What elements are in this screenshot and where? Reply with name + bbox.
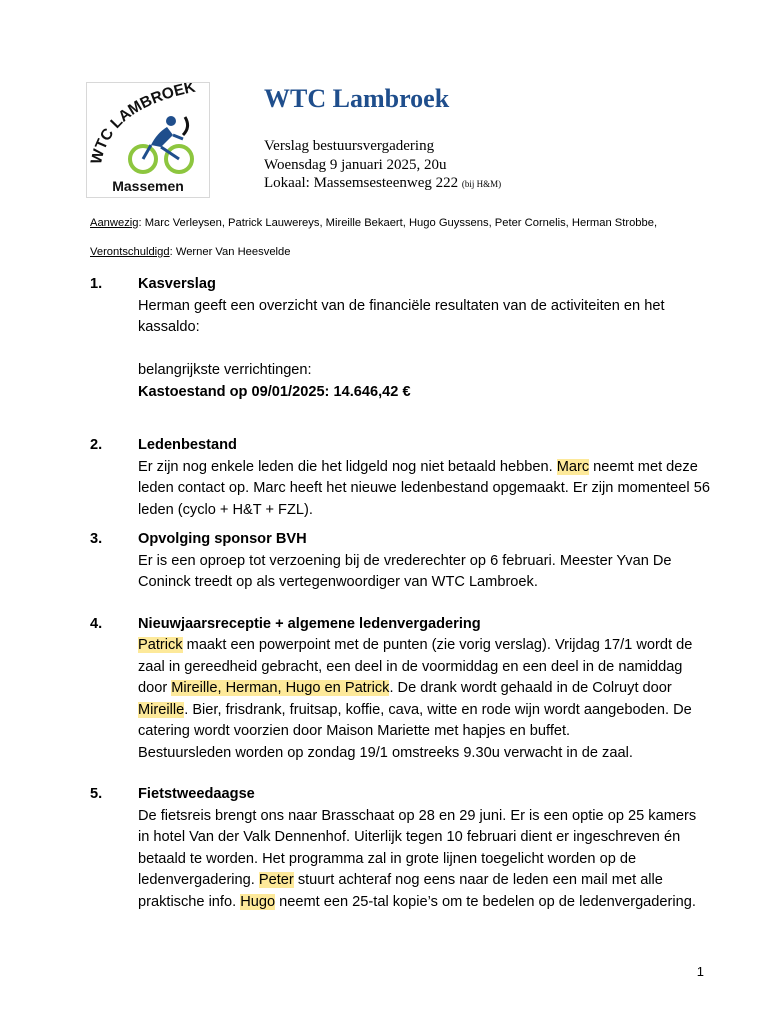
document-title: WTC Lambroek bbox=[264, 84, 450, 113]
logo-bottom-text: Massemen bbox=[112, 178, 184, 194]
section-number: 5. bbox=[90, 786, 103, 802]
meeting-date: Woensdag 9 januari 2025, 20u bbox=[264, 156, 447, 173]
section-fietstweedaagse bbox=[90, 784, 710, 913]
section-ledenbestand bbox=[90, 435, 710, 521]
cyclist-logo-graphic bbox=[87, 83, 209, 197]
meeting-info bbox=[264, 137, 501, 194]
svg-text:WTC LAMBROEK bbox=[88, 83, 198, 166]
highlight-name: Mireille, Herman, Hugo en Patrick bbox=[171, 680, 390, 696]
section-nieuwjaarsreceptie bbox=[90, 614, 710, 765]
highlight-name: Marc bbox=[556, 458, 590, 475]
excused-names: : Werner Van Heesvelde bbox=[169, 246, 291, 258]
present-label: Aanwezig bbox=[90, 217, 139, 229]
highlight-name: Hugo bbox=[240, 893, 276, 910]
agenda-sections bbox=[90, 274, 710, 913]
present-list bbox=[90, 217, 657, 229]
highlight-name: Peter bbox=[258, 872, 294, 888]
section-heading: Opvolging sponsor BVH bbox=[138, 531, 307, 547]
section-sponsor bbox=[90, 529, 710, 594]
section-text: belangrijkste verrichtingen: bbox=[138, 362, 312, 378]
section-number: 2. bbox=[90, 437, 103, 453]
section-heading: Nieuwjaarsreceptie + algemene ledenvergadering bbox=[138, 615, 481, 632]
section-text: Herman geeft een overzicht van de financiële resultaten van de activiteiten en het kassaldo: bbox=[138, 297, 665, 335]
section-number: 1. bbox=[90, 276, 103, 292]
section-heading: Fietstweedaagse bbox=[138, 786, 255, 802]
cash-balance: Kastoestand op 09/01/2025: 14.646,42 € bbox=[138, 383, 411, 400]
meeting-location: Lokaal: Massemsesteenweg 222 (bij H&M) bbox=[264, 175, 502, 191]
highlight-name: Patrick bbox=[138, 637, 183, 653]
location-note: (bij H&M) bbox=[461, 179, 502, 189]
section-text: Bestuursleden worden op zondag 19/1 omstreeks 9.30u verwacht in de zaal. bbox=[138, 744, 633, 761]
section-heading: Kasverslag bbox=[138, 276, 216, 292]
section-text: Er zijn nog enkele leden die het lidgeld nog niet betaald hebben. Marc neemt met deze leden contact op. Marc heeft het nieuwe ledenbestand opgemaakt. Er zijn momenteel 56 leden (cyclo + H&T + FZL). bbox=[138, 458, 710, 518]
logo-top-text: WTC LAMBROEK bbox=[88, 83, 197, 166]
section-text: Er is een oproep tot verzoening bij de vrederechter op 6 februari. Meester Yvan De Coninck treedt op als vertegenwoordiger van WTC Lambroek. bbox=[138, 552, 672, 590]
excused-list bbox=[90, 246, 290, 258]
section-number: 4. bbox=[90, 615, 103, 632]
club-logo bbox=[86, 82, 210, 198]
section-text: Patrick maakt een powerpoint met de punten (zie vorig verslag). Vrijdag 17/1 wordt de zaal in gereedheid gebracht, een deel in de voormiddag en een deel in de namiddag door Mireille, Herman, Hugo en Patrick. De drank wordt gehaald in de Colruyt door Mireille. Bier, frisdrank, fruitsap, koffie, cava, witte en rode wijn wordt aangeboden. De catering wordt voorzien door Maison Mariette met hapjes en buffet. bbox=[138, 637, 693, 739]
section-heading: Ledenbestand bbox=[138, 437, 237, 453]
present-names: : Marc Verleysen, Patrick Lauwereys, Mireille Bekaert, Hugo Guyssens, Peter Cornelis, Herman Strobbe, bbox=[138, 217, 658, 229]
section-kasverslag bbox=[90, 274, 710, 403]
page-number: 1 bbox=[696, 964, 704, 979]
section-number: 3. bbox=[90, 531, 103, 547]
highlight-name: Mireille bbox=[138, 701, 185, 718]
section-text: De fietsreis brengt ons naar Brasschaat op 28 en 29 juni. Er is een optie op 25 kamers in hotel Van der Valk Dennenhof. Uiterlijk tegen 10 februari dient er ingeschreven én betaald te worden. Het programma zal in grote lijnen toegelicht worden op de ledenvergadering. Peter stuurt achteraf nog eens naar de leden een mail met alle praktische info. Hugo neemt een 25-tal kopie’s om te bedelen op de ledenvergadering. bbox=[138, 807, 697, 910]
meeting-type: Verslag bestuursvergadering bbox=[264, 138, 435, 154]
excused-label: Verontschuldigd bbox=[90, 246, 170, 258]
